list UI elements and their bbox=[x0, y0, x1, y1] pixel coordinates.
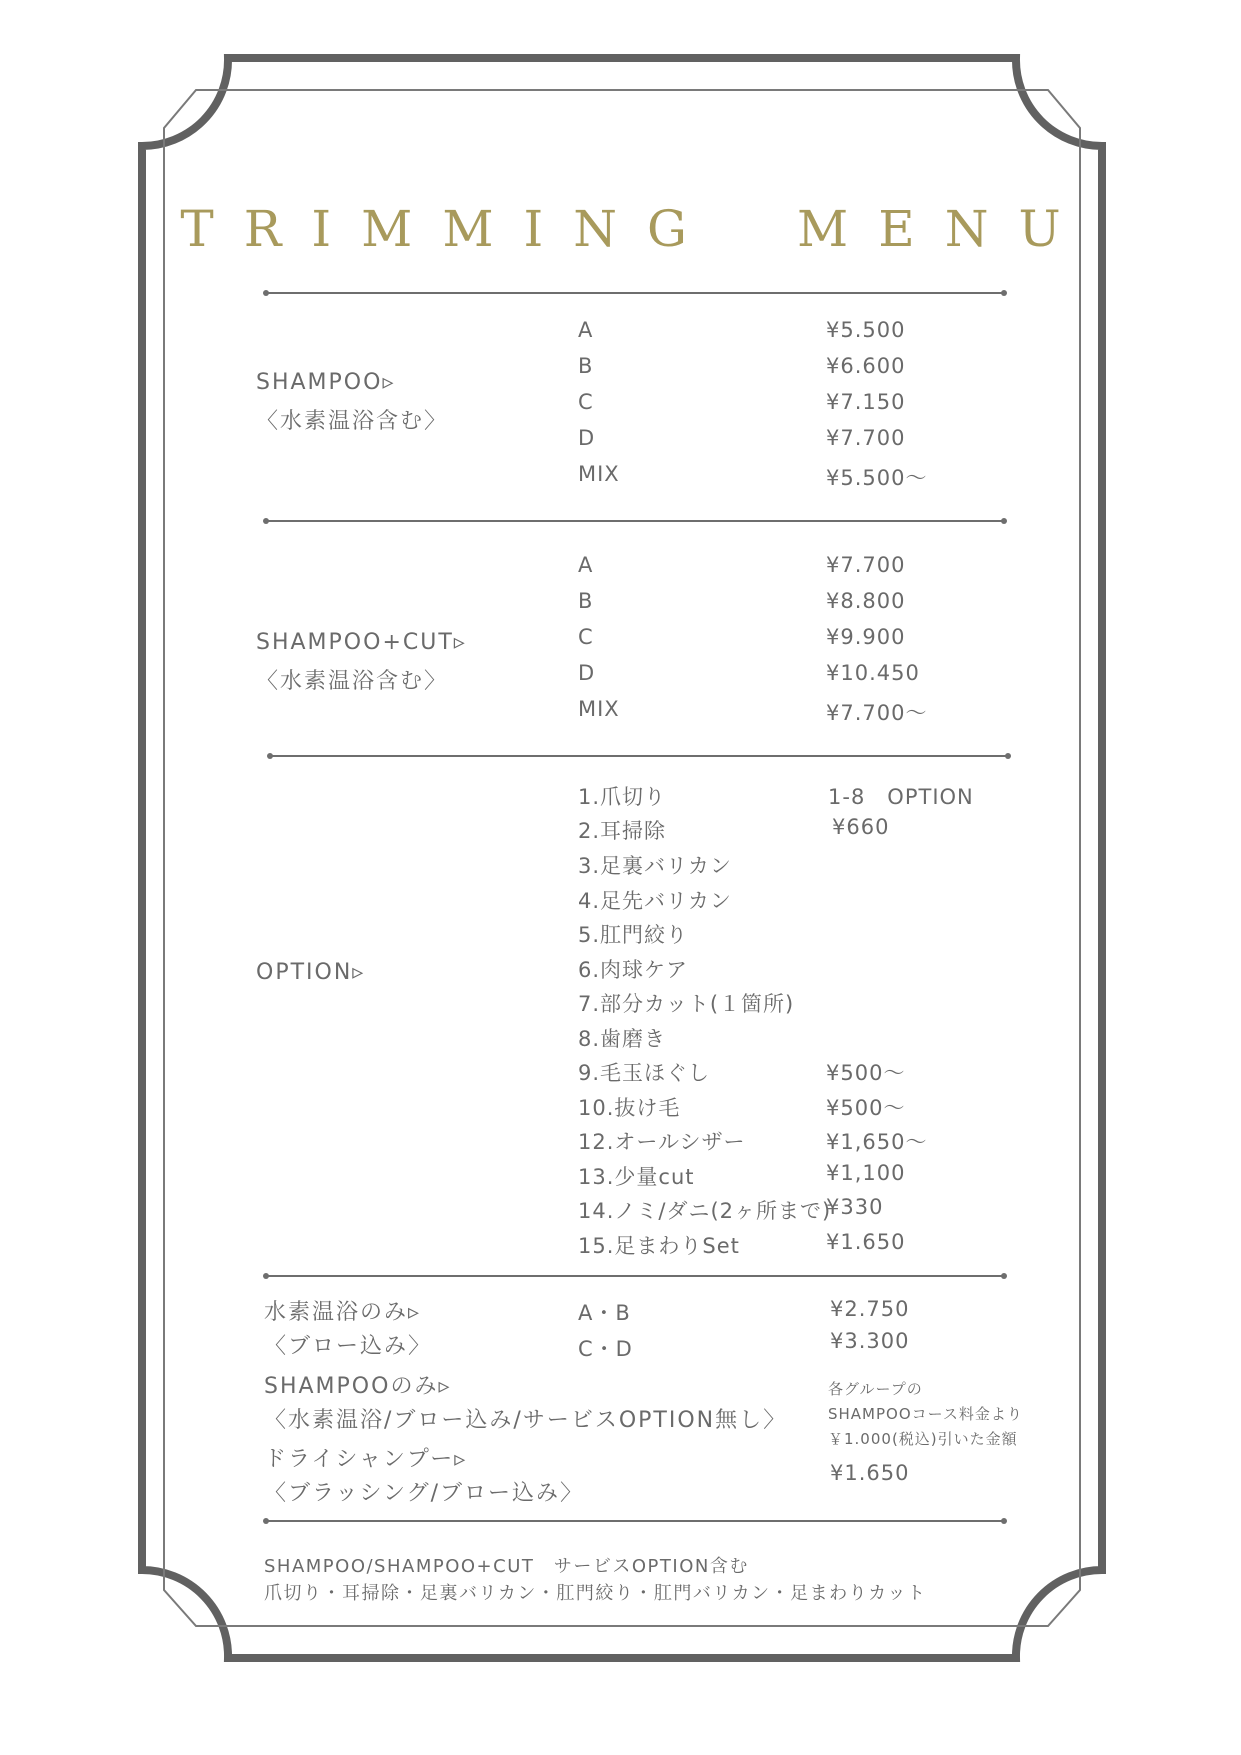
list-item-price: ¥1,650〜 bbox=[826, 1130, 928, 1154]
list-item-label: 12.オールシザー bbox=[578, 1130, 746, 1154]
list-item-label: 13.少量cut bbox=[578, 1165, 695, 1189]
list-item-price: ¥5.500〜 bbox=[826, 466, 928, 490]
list-item-price: ¥500〜 bbox=[826, 1061, 906, 1085]
list-item-price: ¥1.650 bbox=[830, 1461, 910, 1485]
divider bbox=[266, 1275, 1004, 1277]
list-item-price: ¥10.450 bbox=[826, 661, 920, 685]
list-item-label: B bbox=[578, 354, 594, 378]
section-name: SHAMPOO+CUT▹ bbox=[256, 630, 467, 655]
list-item-label: 7.部分カット(１箇所) bbox=[578, 992, 795, 1016]
option-group-label: 1-8 OPTION bbox=[828, 785, 974, 809]
section-name: SHAMPOOのみ▹ bbox=[264, 1374, 452, 1399]
list-item-price: ¥7.700 bbox=[826, 426, 906, 450]
list-item-label: MIX bbox=[578, 462, 620, 486]
list-item-label: 5.肛門絞り bbox=[578, 923, 689, 947]
list-item-label: 1.爪切り bbox=[578, 785, 667, 809]
price-note: ￥1.000(税込)引いた金額 bbox=[828, 1430, 1018, 1448]
list-item-label: C・D bbox=[578, 1337, 633, 1361]
list-item-label: B bbox=[578, 589, 594, 613]
list-item-label: A・B bbox=[578, 1301, 631, 1325]
section-name: SHAMPOO▹ bbox=[256, 370, 396, 395]
list-item-price: ¥2.750 bbox=[830, 1297, 910, 1321]
footer-note: 爪切り・耳掃除・足裏バリカン・肛門絞り・肛門バリカン・足まわりカット bbox=[264, 1583, 927, 1604]
option-group-price: ¥660 bbox=[832, 815, 890, 839]
list-item-label: 8.歯磨き bbox=[578, 1027, 667, 1051]
list-item-label: 3.足裏バリカン bbox=[578, 854, 732, 878]
list-item-price: ¥7.700〜 bbox=[826, 701, 928, 725]
list-item-label: C bbox=[578, 390, 594, 414]
list-item-label: 6.肉球ケア bbox=[578, 958, 689, 982]
list-item-price: ¥7.150 bbox=[826, 390, 906, 414]
list-item-price: ¥9.900 bbox=[826, 625, 906, 649]
list-item-price: ¥1.650 bbox=[826, 1230, 906, 1254]
list-item-label: 15.足まわりSet bbox=[578, 1234, 740, 1258]
list-item-price: ¥1,100 bbox=[826, 1161, 906, 1185]
list-item-label: 2.耳掃除 bbox=[578, 819, 667, 843]
section-name: OPTION▹ bbox=[256, 960, 366, 985]
divider bbox=[266, 520, 1004, 522]
list-item-label: 9.毛玉ほぐし bbox=[578, 1061, 711, 1085]
section-name: ドライシャンプー▹ bbox=[264, 1447, 468, 1472]
price-note: SHAMPOOコース料金より bbox=[828, 1405, 1023, 1423]
list-item-label: C bbox=[578, 625, 594, 649]
list-item-label: D bbox=[578, 661, 596, 685]
section-sub: 〈水素温浴/ブロー込み/サービスOPTION無し〉 bbox=[264, 1408, 788, 1433]
divider bbox=[270, 755, 1008, 757]
section-name: 水素温浴のみ▹ bbox=[264, 1300, 422, 1325]
list-item-label: A bbox=[578, 318, 594, 342]
list-item-label: D bbox=[578, 426, 596, 450]
list-item-price: ¥330 bbox=[826, 1195, 884, 1219]
list-item-price: ¥5.500 bbox=[826, 318, 906, 342]
divider bbox=[266, 292, 1004, 294]
list-item-label: MIX bbox=[578, 697, 620, 721]
section-sub: 〈ブラッシング/ブロー込み〉 bbox=[264, 1481, 584, 1506]
divider bbox=[266, 1520, 1004, 1522]
section-sub: 〈水素温浴含む〉 bbox=[256, 409, 449, 434]
section-sub: 〈水素温浴含む〉 bbox=[256, 669, 449, 694]
footer-note: SHAMPOO/SHAMPOO+CUT サービスOPTION含む bbox=[264, 1556, 749, 1577]
list-item-price: ¥500〜 bbox=[826, 1096, 906, 1120]
list-item-price: ¥6.600 bbox=[826, 354, 906, 378]
list-item-label: 14.ノミ/ダニ(2ヶ所まで) bbox=[578, 1199, 832, 1223]
page-title: TRIMMING MENU bbox=[180, 200, 1091, 258]
section-sub: 〈ブロー込み〉 bbox=[264, 1334, 433, 1359]
list-item-label: 10.抜け毛 bbox=[578, 1096, 681, 1120]
list-item-price: ¥3.300 bbox=[830, 1329, 910, 1353]
list-item-price: ¥8.800 bbox=[826, 589, 906, 613]
price-note: 各グループの bbox=[828, 1380, 923, 1398]
list-item-label: 4.足先バリカン bbox=[578, 889, 732, 913]
list-item-label: A bbox=[578, 553, 594, 577]
list-item-price: ¥7.700 bbox=[826, 553, 906, 577]
